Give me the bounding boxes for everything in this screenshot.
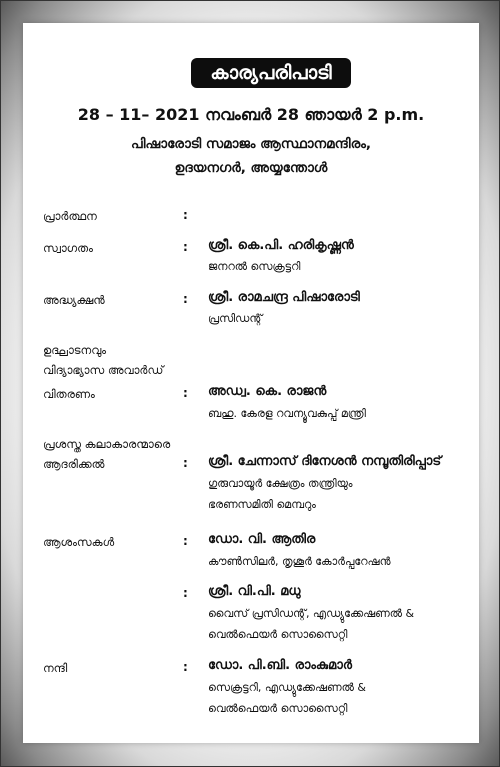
item-label-artists: പ്രശസ്ത കലാകാരന്മാരെ bbox=[43, 437, 171, 451]
item-label-prayer: പ്രാർത്ഥന bbox=[43, 209, 97, 223]
speaker-role: പ്രസിഡന്റ് bbox=[208, 312, 263, 325]
program-title: കാര്യപരിപാടി bbox=[191, 58, 351, 88]
speaker-name: ശ്രീ. കെ.പി. ഹരികൃഷ്ണൻ bbox=[208, 238, 354, 253]
colon: : bbox=[183, 240, 188, 254]
venue-line-2: ഉദയനഗർ, അയ്യന്തോൾ bbox=[174, 160, 328, 176]
colon: : bbox=[183, 586, 188, 600]
speaker-role: ബഹു. കേരള റവന്യൂവകുപ്പ് മന്ത്രി bbox=[208, 407, 366, 420]
speaker-role: വെൽഫെയർ സൊസൈറ്റി bbox=[208, 628, 348, 641]
speaker-name: ശ്രീ. വി.പി. മധു bbox=[208, 584, 301, 599]
colon: : bbox=[183, 208, 188, 222]
colon: : bbox=[183, 456, 188, 470]
speaker-name: ശ്രീ. രാമചന്ദ്ര പിഷാരോടി bbox=[208, 290, 360, 305]
speaker-role: വൈസ് പ്രസിഡന്റ്, എഡ്യുക്കേഷണൽ & bbox=[208, 607, 415, 620]
speaker-name: ഡോ. പി.ബി. രാംകുമാർ bbox=[208, 658, 352, 673]
speaker-name: ഡോ. വി. ആതിര bbox=[208, 532, 316, 547]
colon: : bbox=[183, 660, 188, 674]
item-label-presidency: അദ്ധ്യക്ഷൻ bbox=[43, 293, 105, 307]
item-label-distribution: വിതരണം bbox=[43, 387, 95, 401]
program-card bbox=[23, 23, 479, 743]
speaker-role: ഗുരുവായൂർ ക്ഷേത്രം തന്ത്രിയും bbox=[208, 477, 353, 490]
colon: : bbox=[183, 386, 188, 400]
item-label-thanks: നന്ദി bbox=[43, 661, 68, 675]
speaker-role: കൗൺസിലർ, തൃശൂർ കോർപ്പറേഷൻ bbox=[208, 555, 391, 568]
speaker-role: ജനറൽ സെക്രട്ടറി bbox=[208, 260, 301, 273]
item-label-welcome: സ്വാഗതം bbox=[43, 241, 93, 255]
speaker-role: വെൽഫെയർ സൊസൈറ്റി bbox=[208, 702, 348, 715]
venue-line-1: പിഷാരോടി സമാജം ആസ്ഥാനമന്ദിരം, bbox=[130, 136, 372, 152]
colon: : bbox=[183, 292, 188, 306]
item-label-felicitations: ആശംസകൾ bbox=[43, 535, 115, 549]
speaker-role: ഭരണസമിതി മെമ്പറും bbox=[208, 498, 316, 511]
item-label-inauguration: ഉദ്ഘാടനവും bbox=[43, 343, 107, 357]
speaker-name: ശ്രീ. ചേന്നാസ് ദിനേശൻ നമ്പൂതിരിപ്പാട് bbox=[208, 454, 442, 469]
item-label-award: വിദ്യാഭ്യാസ അവാർഡ് bbox=[43, 363, 164, 377]
item-label-honouring: ആദരിക്കൽ bbox=[43, 457, 105, 471]
colon: : bbox=[183, 534, 188, 548]
speaker-name: അഡ്വ. കെ. രാജൻ bbox=[208, 384, 327, 399]
speaker-role: സെക്രട്ടറി, എഡ്യുക്കേഷണൽ & bbox=[208, 681, 366, 694]
event-date: 28 – 11– 2021 നവംബർ 28 ഞായർ 2 p.m. bbox=[77, 105, 425, 124]
